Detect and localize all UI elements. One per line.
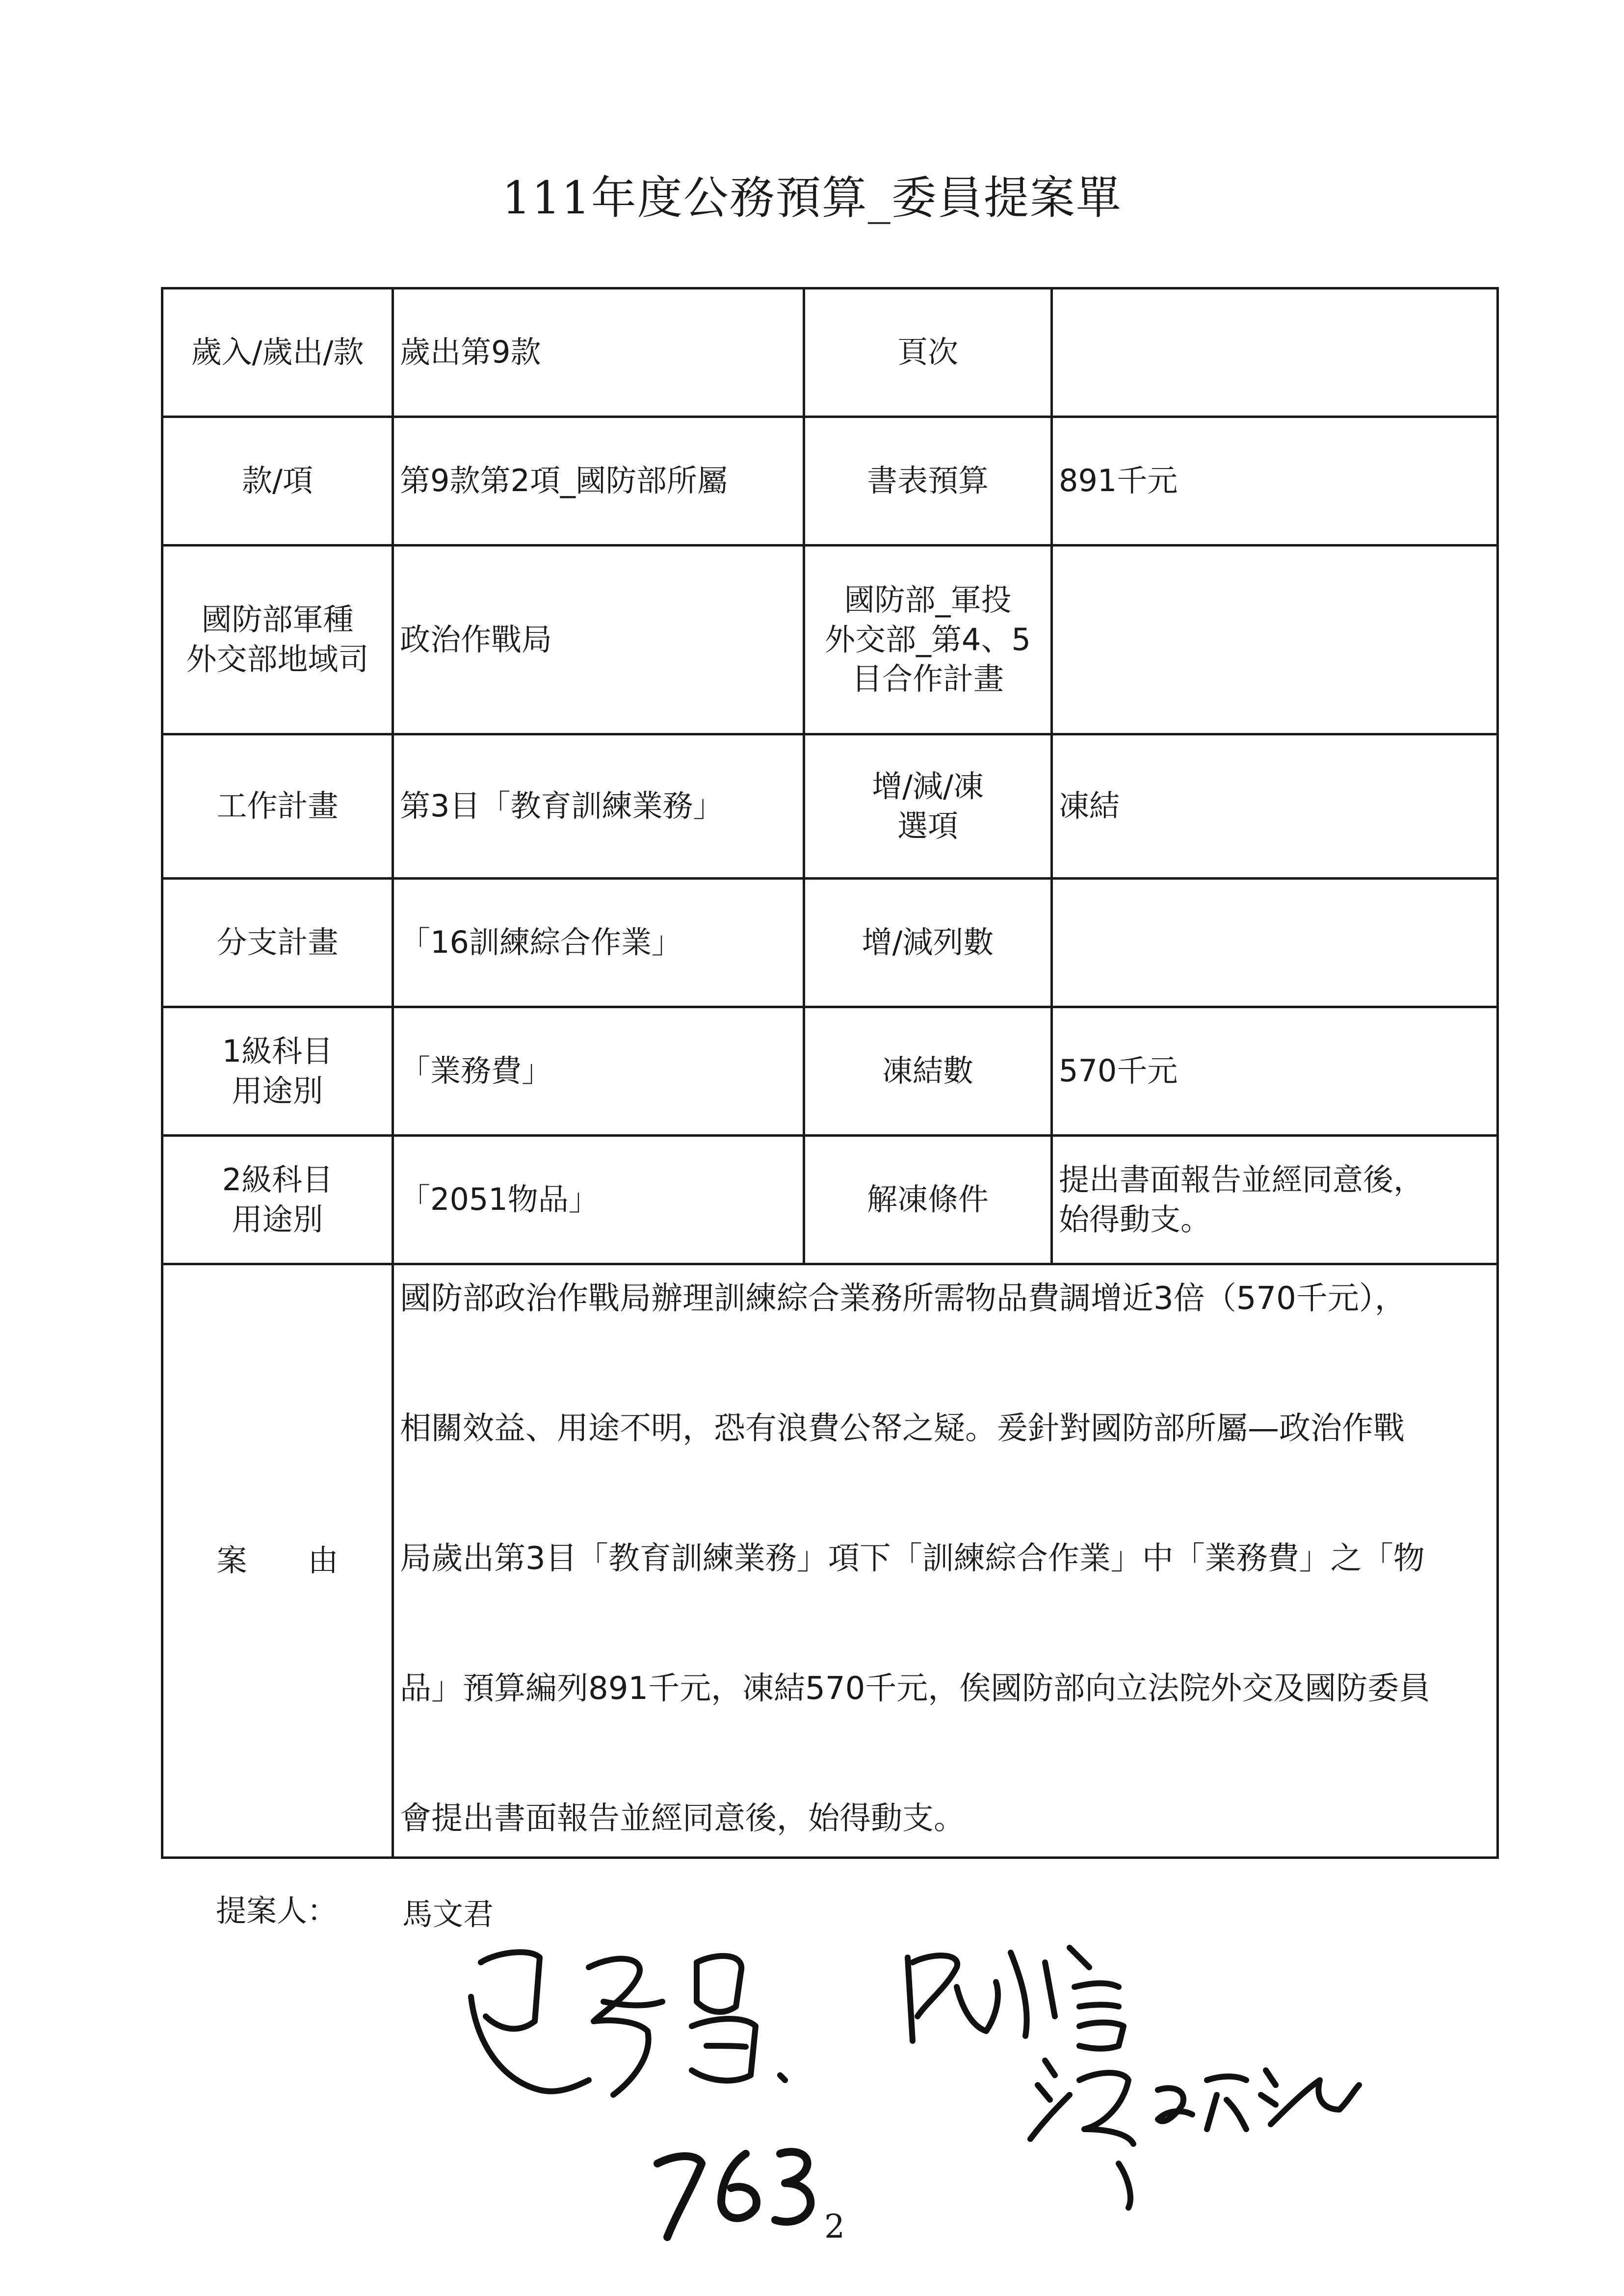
label-line: 用途別 xyxy=(232,1201,323,1237)
table-row xyxy=(162,1136,1498,1264)
field-label-level2-subject xyxy=(162,1136,393,1264)
value-line: 提出書面報告並經同意後， xyxy=(1059,1161,1424,1198)
proposer-label: 提案人： xyxy=(216,1893,338,1929)
reason-line: 國防部政治作戰局辦理訓練綜合業務所需物品費調增近3倍（570千元）， xyxy=(400,1280,1406,1317)
field-label-option xyxy=(804,734,1052,879)
label-line: 用途別 xyxy=(232,1072,323,1109)
field-label-income-expense: 歲入/歲出/款 xyxy=(162,288,393,417)
field-value-income-expense: 歲出第9款 xyxy=(393,288,804,417)
field-value-reason xyxy=(393,1264,1498,1858)
field-label-page: 頁次 xyxy=(804,288,1052,417)
field-value-section-item: 第9款第2項_國防部所屬 xyxy=(393,417,804,546)
label-line: 2級科目 xyxy=(222,1161,333,1198)
field-value-option: 凍結 xyxy=(1052,734,1498,879)
table-row xyxy=(162,1007,1498,1136)
reason-line: 會提出書面報告並經同意後，始得動支。 xyxy=(400,1800,965,1837)
reason-line: 品」預算編列891千元，凍結570千元，俟國防部向立法院外交及國防委員 xyxy=(400,1670,1431,1707)
value-line: 始得動支。 xyxy=(1059,1201,1211,1237)
proposal-form-table xyxy=(161,287,1499,1859)
label-line: 外交部_第4、5 xyxy=(825,621,1031,657)
field-label-reason: 案 由 xyxy=(162,1264,393,1858)
field-value-work-plan: 第3目「教育訓練業務」 xyxy=(393,734,804,879)
label-line: 國防部_軍投 xyxy=(844,582,1012,618)
label-line: 選項 xyxy=(897,808,958,844)
table-row xyxy=(162,734,1498,879)
signature-2 xyxy=(908,1948,1124,2049)
field-label-level1-subject xyxy=(162,1007,393,1136)
field-label-cooperation-plan xyxy=(804,546,1052,734)
label-line: 1級科目 xyxy=(222,1033,333,1069)
field-value-freeze-amount: 570千元 xyxy=(1052,1007,1498,1136)
label-line: 目合作計畫 xyxy=(851,661,1004,697)
proposer-name: 馬文君 xyxy=(402,1896,494,1932)
document-title: 111年度公務預算_委員提案單 xyxy=(502,172,1122,224)
table-row xyxy=(162,1264,1498,1858)
field-value-branch-plan: 「16訓練綜合作業」 xyxy=(393,879,804,1007)
label-line: 國防部軍種 xyxy=(201,601,354,638)
field-label-unfreeze-condition: 解凍條件 xyxy=(804,1136,1052,1264)
field-label-budget: 書表預算 xyxy=(804,417,1052,546)
field-value-level2-subject: 「2051物品」 xyxy=(393,1136,804,1264)
field-label-freeze-amount: 凍結數 xyxy=(804,1007,1052,1136)
field-label-section-item: 款/項 xyxy=(162,417,393,546)
table-row xyxy=(162,288,1498,417)
table-row xyxy=(162,879,1498,1007)
field-value-cooperation-plan xyxy=(1052,546,1498,734)
label-line: 外交部地域司 xyxy=(186,641,369,677)
field-label-amount: 增/減列數 xyxy=(804,879,1052,1007)
field-label-branch-plan: 分支計畫 xyxy=(162,879,393,1007)
reason-line: 局歲出第3目「教育訓練業務」項下「訓練綜合作業」中「業務費」之「物 xyxy=(400,1540,1425,1577)
reason-line: 相關效益、用途不明，恐有浪費公帑之疑。爰針對國防部所屬—政治作戰 xyxy=(400,1410,1405,1447)
signature-1 xyxy=(471,1952,785,2095)
field-value-amount xyxy=(1052,879,1498,1007)
field-value-unfreeze-condition xyxy=(1052,1136,1498,1264)
field-label-department xyxy=(162,546,393,734)
field-label-work-plan: 工作計畫 xyxy=(162,734,393,879)
handwritten-number xyxy=(657,2152,811,2237)
field-value-department: 政治作戰局 xyxy=(393,546,804,734)
page-number: 2 xyxy=(824,2208,845,2245)
signature-3 xyxy=(1030,2061,1359,2208)
field-value-page xyxy=(1052,288,1498,417)
field-value-level1-subject: 「業務費」 xyxy=(393,1007,804,1136)
handwritten-signatures xyxy=(442,1933,1423,2286)
field-value-budget: 891千元 xyxy=(1052,417,1498,546)
label-line: 增/減/凍 xyxy=(872,768,984,804)
table-row xyxy=(162,417,1498,546)
table-row xyxy=(162,546,1498,734)
